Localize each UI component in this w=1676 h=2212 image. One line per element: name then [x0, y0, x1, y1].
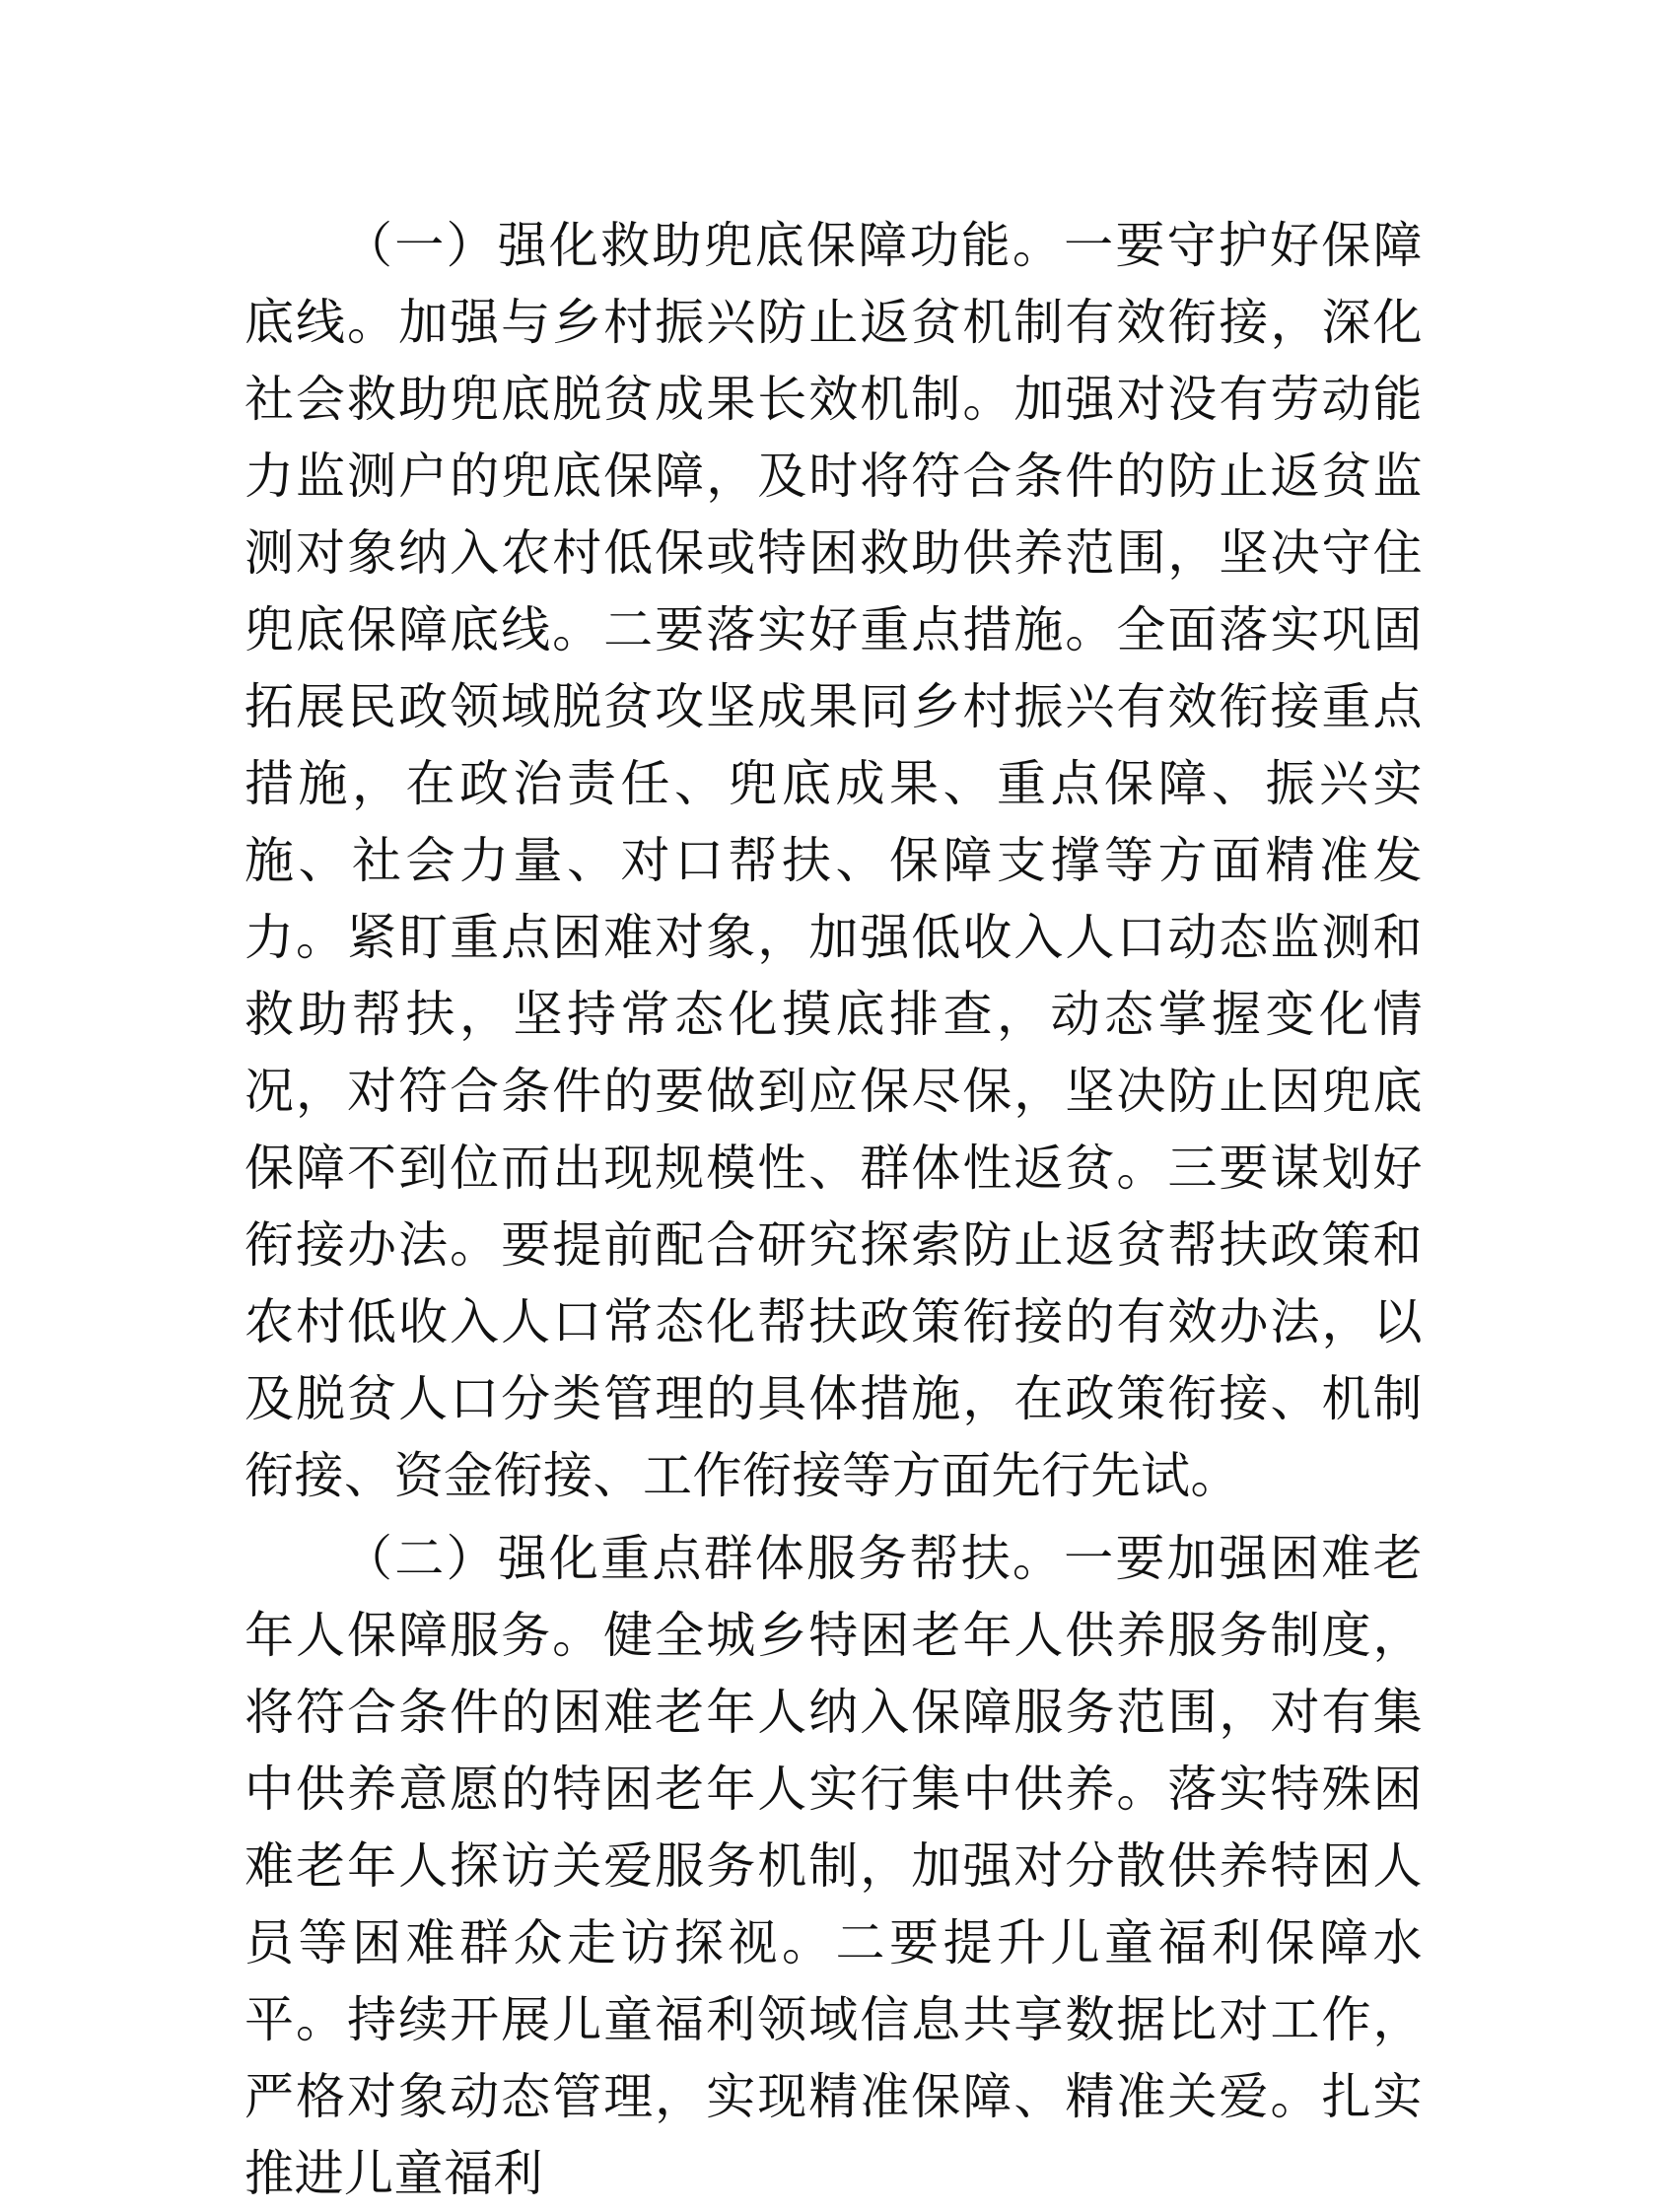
paragraph-1: （一）强化救助兜底保障功能。一要守护好保障底线。加强与乡村振兴防止返贫机制有效衔接，深化社会救助兜底脱贫成果长效机制。加强对没有劳动能力监测户的兜底保障，及时将符合条件的防止返贫监测对象纳入农村低保或特困救助供养范围，坚决守住兜底保障底线。二要落实好重点措施。全面落实巩固拓展民政领域脱贫攻坚成果同乡村振兴有效衔接重点措施，在政治责任、兜底成果、重点保障、振兴实施、社会力量、对口帮扶、保障支撑等方面精准发力。紧盯重点困难对象，加强低收入人口动态监测和救助帮扶，坚持常态化摸底排查，动态掌握变化情况，对符合条件的要做到应保尽保，坚决防止因兜底保障不到位而出现规模性、群体性返贫。三要谋划好衔接办法。要提前配合研究探索防止返贫帮扶政策和农村低收入人口常态化帮扶政策衔接的有效办法，以及脱贫人口分类管理的具体措施，在政策衔接、机制衔接、资金衔接、工作衔接等方面先行先试。	[244, 217, 1423, 1504]
document-body	[244, 207, 1423, 2212]
paragraph-2: （二）强化重点群体服务帮扶。一要加强困难老年人保障服务。健全城乡特困老年人供养服务制度，将符合条件的困难老年人纳入保障服务范围，对有集中供养意愿的特困老年人实行集中供养。落实特殊困难老年人探访关爱服务机制，加强对分散供养特困人员等困难群众走访探视。二要提升儿童福利保障水平。持续开展儿童福利领域信息共享数据比对工作，严格对象动态管理，实现精准保障、精准关爱。扎实推进儿童福利	[244, 1530, 1423, 2202]
